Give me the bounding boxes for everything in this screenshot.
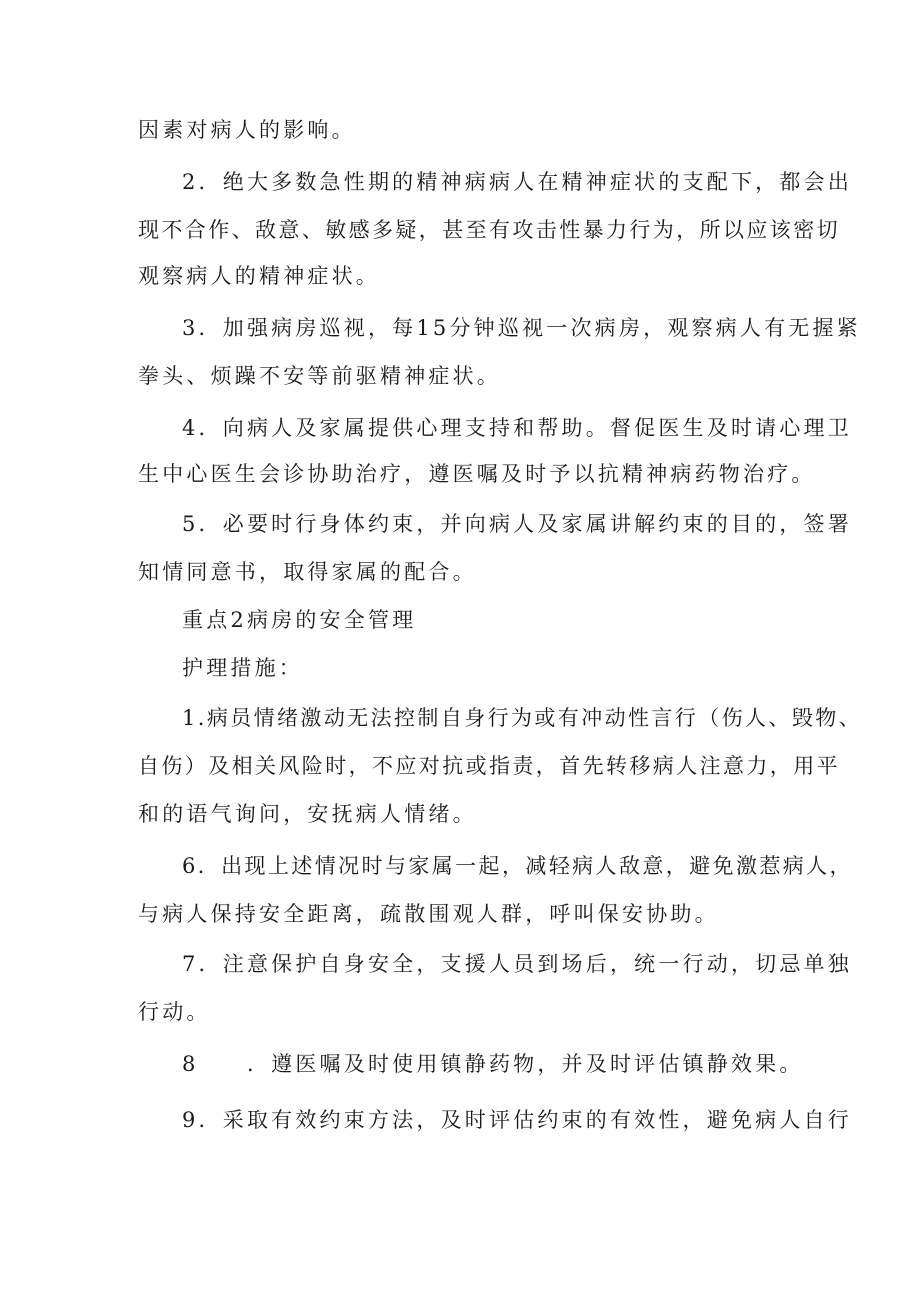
text-line: 和的语气询问，安抚病人情绪。 xyxy=(138,802,477,826)
subheading: 护理措施： xyxy=(182,656,303,680)
text-line: 知情同意书，取得家属的配合。 xyxy=(138,560,477,584)
list-item-2: 2．绝大多数急性期的精神病病人在精神症状的支配下，都会出 xyxy=(182,170,852,194)
list-item-3: 3．加强病房巡视，每15分钟巡视一次病房，观察病人有无握紧 xyxy=(182,316,861,340)
list-item-7: 7．注意保护自身安全，支援人员到场后，统一行动，切忌单独 xyxy=(182,952,852,976)
list-item-1: 1.病员情绪激动无法控制自身行为或有冲动性言行（伤人、毁物、 xyxy=(182,706,863,730)
list-item-4: 4．向病人及家属提供心理支持和帮助。督促医生及时请心理卫 xyxy=(182,416,852,440)
text-line: 自伤）及相关风险时，不应对抗或指责，首先转移病人注意力，用平 xyxy=(138,754,840,778)
text-line: 观察病人的精神症状。 xyxy=(138,264,380,288)
list-item-8: 8 ．遵医嘱及时使用镇静药物，并及时评估镇静效果。 xyxy=(182,1052,804,1076)
text-line: 拳头、烦躁不安等前驱精神症状。 xyxy=(138,364,501,388)
list-item-6: 6．出现上述情况时与家属一起，减轻病人敌意，避免激惹病人， xyxy=(182,854,853,878)
list-item-5: 5．必要时行身体约束，并向病人及家属讲解约束的目的，签署 xyxy=(182,512,852,536)
text-line: 生中心医生会诊协助治疗，遵医嘱及时予以抗精神病药物治疗。 xyxy=(138,462,816,486)
list-item-9: 9．采取有效约束方法，及时评估约束的有效性，避免病人自行 xyxy=(182,1108,852,1132)
text-line: 现不合作、敌意、敏感多疑，甚至有攻击性暴力行为，所以应该密切 xyxy=(138,218,840,242)
text-line: 行动。 xyxy=(138,1000,211,1024)
text-line: 与病人保持安全距离，疏散围观人群，呼叫保安协助。 xyxy=(138,902,719,926)
text-line: 因素对病人的影响。 xyxy=(138,118,356,142)
section-heading: 重点2病房的安全管理 xyxy=(182,608,417,632)
